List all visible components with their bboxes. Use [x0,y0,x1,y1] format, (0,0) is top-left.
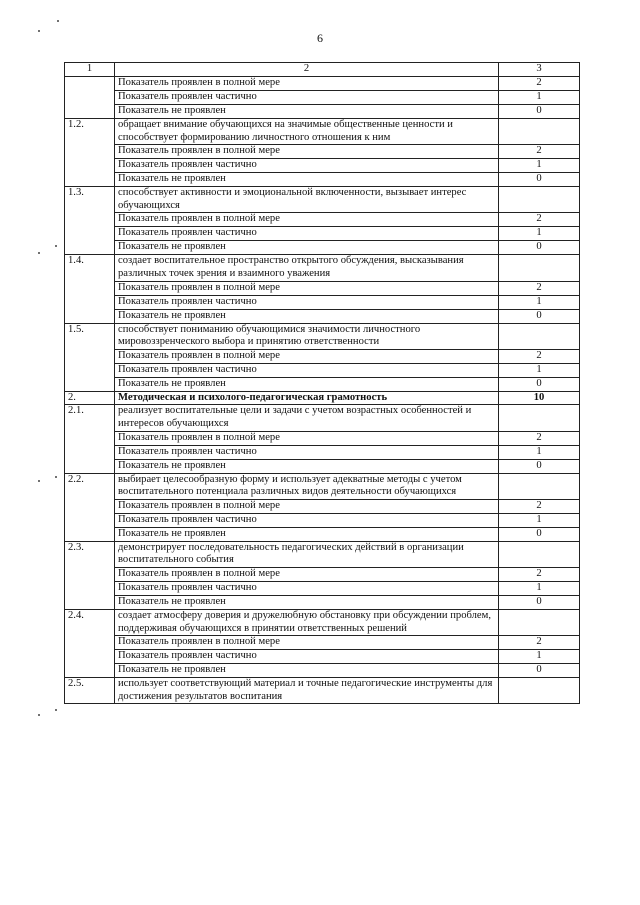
indicator-row [65,349,580,363]
row-number: 1.3. [65,187,115,255]
row-score: 2 [499,213,580,227]
scan-speck [57,20,59,22]
row-score: 2 [499,281,580,295]
row-score: 0 [499,595,580,609]
criterion-row [65,405,580,431]
indicator-row [65,445,580,459]
scan-speck [55,709,57,711]
indicator-row [65,527,580,541]
criterion-row [65,187,580,213]
row-number: 1.4. [65,255,115,323]
row-text: Показатель проявлен частично [115,581,499,595]
indicator-row [65,159,580,173]
row-score: 2 [499,349,580,363]
row-text: Показатель не проявлен [115,527,499,541]
row-number: 2.3. [65,541,115,609]
indicator-row [65,295,580,309]
indicator-row [65,595,580,609]
indicator-row [65,105,580,119]
row-score: 1 [499,445,580,459]
criterion-row [65,473,580,499]
scan-speck [38,714,40,716]
row-number: 1.2. [65,119,115,187]
criteria-table [64,62,580,704]
row-score [499,119,580,145]
criterion-row [65,119,580,145]
header-col-3: 3 [499,63,580,77]
row-text: Показатель проявлен частично [115,513,499,527]
indicator-row [65,581,580,595]
row-score: 1 [499,513,580,527]
header-col-1: 1 [65,63,115,77]
row-score [499,405,580,431]
row-score: 2 [499,499,580,513]
row-score: 1 [499,363,580,377]
row-score [499,187,580,213]
indicator-row [65,241,580,255]
row-score: 0 [499,309,580,323]
row-score [499,473,580,499]
row-text: Показатель проявлен частично [115,227,499,241]
row-text: Показатель проявлен частично [115,159,499,173]
row-text: Показатель не проявлен [115,105,499,119]
row-text: Показатель проявлен в полной мере [115,213,499,227]
indicator-row [65,281,580,295]
indicator-row [65,636,580,650]
criterion-row [65,323,580,349]
row-text: Показатель не проявлен [115,459,499,473]
row-text: Показатель не проявлен [115,173,499,187]
row-score: 10 [499,391,580,405]
scan-speck [38,252,40,254]
scan-speck [55,476,57,478]
row-text: Показатель проявлен частично [115,91,499,105]
scan-speck [38,30,40,32]
row-score: 2 [499,431,580,445]
row-text: способствует активности и эмоциональной включенности, вызывает интерес обучающихся [115,187,499,213]
row-score: 0 [499,241,580,255]
row-text: Показатель не проявлен [115,241,499,255]
row-text: Показатель не проявлен [115,595,499,609]
row-score: 0 [499,105,580,119]
row-score [499,609,580,635]
row-score: 0 [499,527,580,541]
row-text: создает воспитательное пространство открытого обсуждения, высказывания различных точек зрения и взаимного уважения [115,255,499,281]
row-score: 1 [499,650,580,664]
row-text: Показатель проявлен в полной мере [115,77,499,91]
row-text: Показатель проявлен частично [115,363,499,377]
indicator-row [65,227,580,241]
row-score: 2 [499,77,580,91]
row-number: 2.1. [65,405,115,473]
table-header-row [65,63,580,77]
row-score: 0 [499,173,580,187]
indicator-row [65,213,580,227]
row-number: 2.2. [65,473,115,541]
row-text: обращает внимание обучающихся на значимые общественные ценности и способствует формированию личностного отношения к ним [115,119,499,145]
row-number: 2.5. [65,678,115,704]
row-score: 1 [499,159,580,173]
section-row [65,391,580,405]
row-score [499,255,580,281]
row-text: Показатель проявлен в полной мере [115,499,499,513]
header-col-2: 2 [115,63,499,77]
scan-speck [38,480,40,482]
row-text: способствует пониманию обучающимися значимости личностного мировоззренческого выбора и принятию ответственности [115,323,499,349]
row-score: 2 [499,145,580,159]
row-text: Показатель проявлен в полной мере [115,349,499,363]
row-score: 1 [499,91,580,105]
row-text: Показатель проявлен в полной мере [115,567,499,581]
row-score: 0 [499,377,580,391]
indicator-row [65,91,580,105]
indicator-row [65,664,580,678]
row-text: Показатель проявлен частично [115,650,499,664]
row-text: Методическая и психолого-педагогическая грамотность [115,391,499,405]
row-text: Показатель не проявлен [115,309,499,323]
row-text: Показатель проявлен в полной мере [115,281,499,295]
indicator-row [65,513,580,527]
row-number: 1.5. [65,323,115,391]
row-score: 1 [499,227,580,241]
row-text: Показатель не проявлен [115,377,499,391]
row-score [499,541,580,567]
row-score: 0 [499,459,580,473]
row-score: 2 [499,567,580,581]
row-text: Показатель проявлен в полной мере [115,431,499,445]
row-text: Показатель проявлен в полной мере [115,636,499,650]
row-score: 0 [499,664,580,678]
indicator-row [65,309,580,323]
row-number: 2. [65,391,115,405]
page-number: 6 [317,31,323,45]
indicator-row [65,650,580,664]
row-score [499,323,580,349]
row-number [65,77,115,119]
indicator-row [65,363,580,377]
row-text: Показатель проявлен в полной мере [115,145,499,159]
row-text: Показатель проявлен частично [115,445,499,459]
criterion-row [65,255,580,281]
indicator-row [65,459,580,473]
criterion-row [65,541,580,567]
row-text: выбирает целесообразную форму и использует адекватные методы с учетом воспитательного потенциала различных видов деятельности обучающихся [115,473,499,499]
row-score [499,678,580,704]
row-text: использует соответствующий материал и точные педагогические инструменты для достижения результатов воспитания [115,678,499,704]
scan-speck [55,245,57,247]
indicator-row [65,77,580,91]
row-text: Показатель не проявлен [115,664,499,678]
indicator-row [65,173,580,187]
indicator-row [65,377,580,391]
indicator-row [65,431,580,445]
criterion-row [65,678,580,704]
row-score: 1 [499,295,580,309]
indicator-row [65,499,580,513]
row-text: Показатель проявлен частично [115,295,499,309]
row-text: реализует воспитательные цели и задачи с учетом возрастных особенностей и интересов обучающихся [115,405,499,431]
row-text: создает атмосферу доверия и дружелюбную обстановку при обсуждении проблем, поддерживая обучающихся в принятии ответственных решений [115,609,499,635]
criterion-row [65,609,580,635]
row-number: 2.4. [65,609,115,677]
indicator-row [65,567,580,581]
row-score: 1 [499,581,580,595]
row-text: демонстрирует последовательность педагогических действий в организации воспитательного события [115,541,499,567]
row-score: 2 [499,636,580,650]
indicator-row [65,145,580,159]
